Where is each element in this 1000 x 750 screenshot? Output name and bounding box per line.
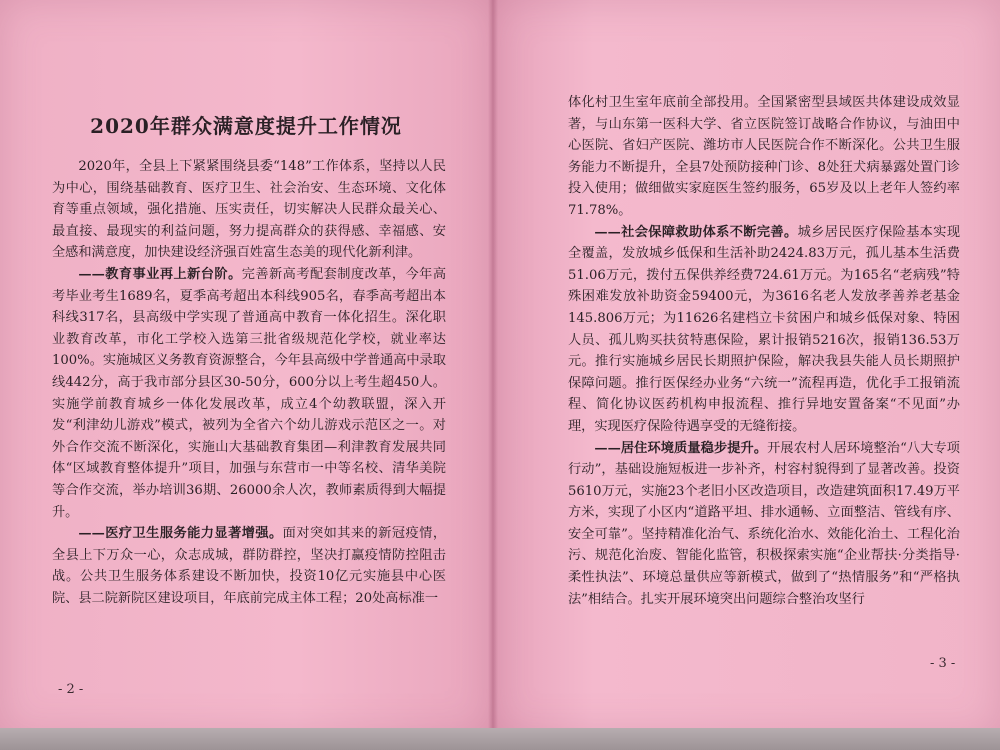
environment-body: 开展农村人居环境整治“八大专项行动”，基础设施短板进一步补齐，村容村貌得到了显著改善。投资5610万元，实施23个老旧小区改造项目，改造建筑面积17.49万平方米，实现了小区内“道路平坦、排水通畅、立面整洁、管线有序、安全可靠”。坚持精准化治气、系统化治水、效能化治土、工程化治污、规范化治废、智能化监管，积极探索实施“企业帮扶·分类指导·柔性执法”、环境总量供应等新模式，做到了“热情服务”和“严格执法”相结合。扎实开展环境突出问题综合整治攻坚行	[568, 440, 960, 607]
right-page-body	[568, 92, 960, 610]
page-number-left: - 2 -	[58, 682, 84, 697]
medical-heading: ——医疗卫生服务能力显著增强。	[78, 526, 283, 542]
education-body: 完善新高考配套制度改革，今年高考毕业考生1689名，夏季高考超出本科线905名，春季高考超出本科线317名，县高级中学实现了普通高中教育一体化招生。深化职业教育改革，市化工学校入选第三批省级规范化学校，就业率达100%。实施城区义务教育资源整合，今年县高级中学普通高中录取线442分，高于我市部分县区30-50分，600分以上考生超450人。实施学前教育城乡一体化发展改革，成立4个幼教联盟，深入开发“利津幼儿游戏”模式，被列为全省六个幼儿游戏示范区之一。对外合作交流不断深化，实施山大基础教育集团—利津教育发展共同体“区域教育整体提升”项目，加强与东营市一中等名校、清华美院等合作交流，举办培训36期、26000余人次，教师素质得到大幅提升。	[52, 266, 447, 520]
education-heading: ——教育事业再上新台阶。	[78, 266, 242, 282]
document-title: 2020年群众满意度提升工作情况	[90, 114, 402, 138]
page-number-right: - 3 -	[930, 656, 956, 671]
environment-paragraph	[568, 438, 960, 611]
page-fold	[488, 0, 498, 735]
social-body: 城乡居民医疗保险基本实现全覆盖，发放城乡低保和生活补助2424.83万元，孤儿基本生活费51.06万元，拨付五保供养经费724.61万元。为165名“老病残”特殊困难发放补助资金59400元，为3616名老人发放孝善养老基金145.806万元；为11626名建档立卡贫困户和城乡低保对象、特困人员、孤儿购买扶贫特惠保险，累计报销5216次，报销136.53万元。推行实施城乡居民长期照护保险，解决我县失能人员长期照护保障问题。推行医保经办业务“六统一”流程再造，优化手工报销流程、简化协议医药机构申报流程、推行异地安置备案“不见面”办理，实现医疗保险待遇享受的无缝衔接。	[568, 224, 961, 434]
environment-heading: ——居住环境质量稳步提升。	[594, 440, 768, 456]
intro-paragraph: 2020年，全县上下紧紧围绕县委“148”工作体系，坚持以人民为中心，围绕基础教育、医疗卫生、社会治安、生态环境、文化体育等重点领域，强化措施、压实责任，切实解决人民群众最关心、最直接、最现实的利益问题，努力提高群众的获得感、幸福感、安全感和满意度，加快建设经济强百姓富生态美的现代化新利津。	[52, 159, 446, 261]
education-paragraph	[52, 264, 446, 523]
background-surface	[0, 728, 1000, 750]
left-page-body	[52, 156, 446, 609]
medical-continuation: 体化村卫生室年底前全部投用。全国紧密型县域医共体建设成效显著，与山东第一医科大学、省立医院签订战略合作协议，与油田中心医院、省妇产医院、潍坊市人民医院合作不断深化。公共卫生服务能力不断提升，全县7处预防接种门诊、8处狂犬病暴露处置门诊投入使用；做细做实家庭医生签约服务，65岁及以上老年人签约率71.78%。	[568, 95, 960, 218]
social-heading: ——社会保障救助体系不断完善。	[594, 224, 798, 240]
social-paragraph	[568, 222, 960, 438]
medical-body: 面对突如其来的新冠疫情，全县上下万众一心，众志成城，群防群控，坚决打赢疫情防控阻击战。公共卫生服务体系建设不断加快，投资10亿元实施县中心医院、县二院新院区建设项目，年底前完成主体工程；20处高标准一	[52, 526, 447, 606]
medical-paragraph	[52, 523, 446, 609]
left-page	[0, 0, 492, 735]
right-page	[492, 0, 1000, 735]
